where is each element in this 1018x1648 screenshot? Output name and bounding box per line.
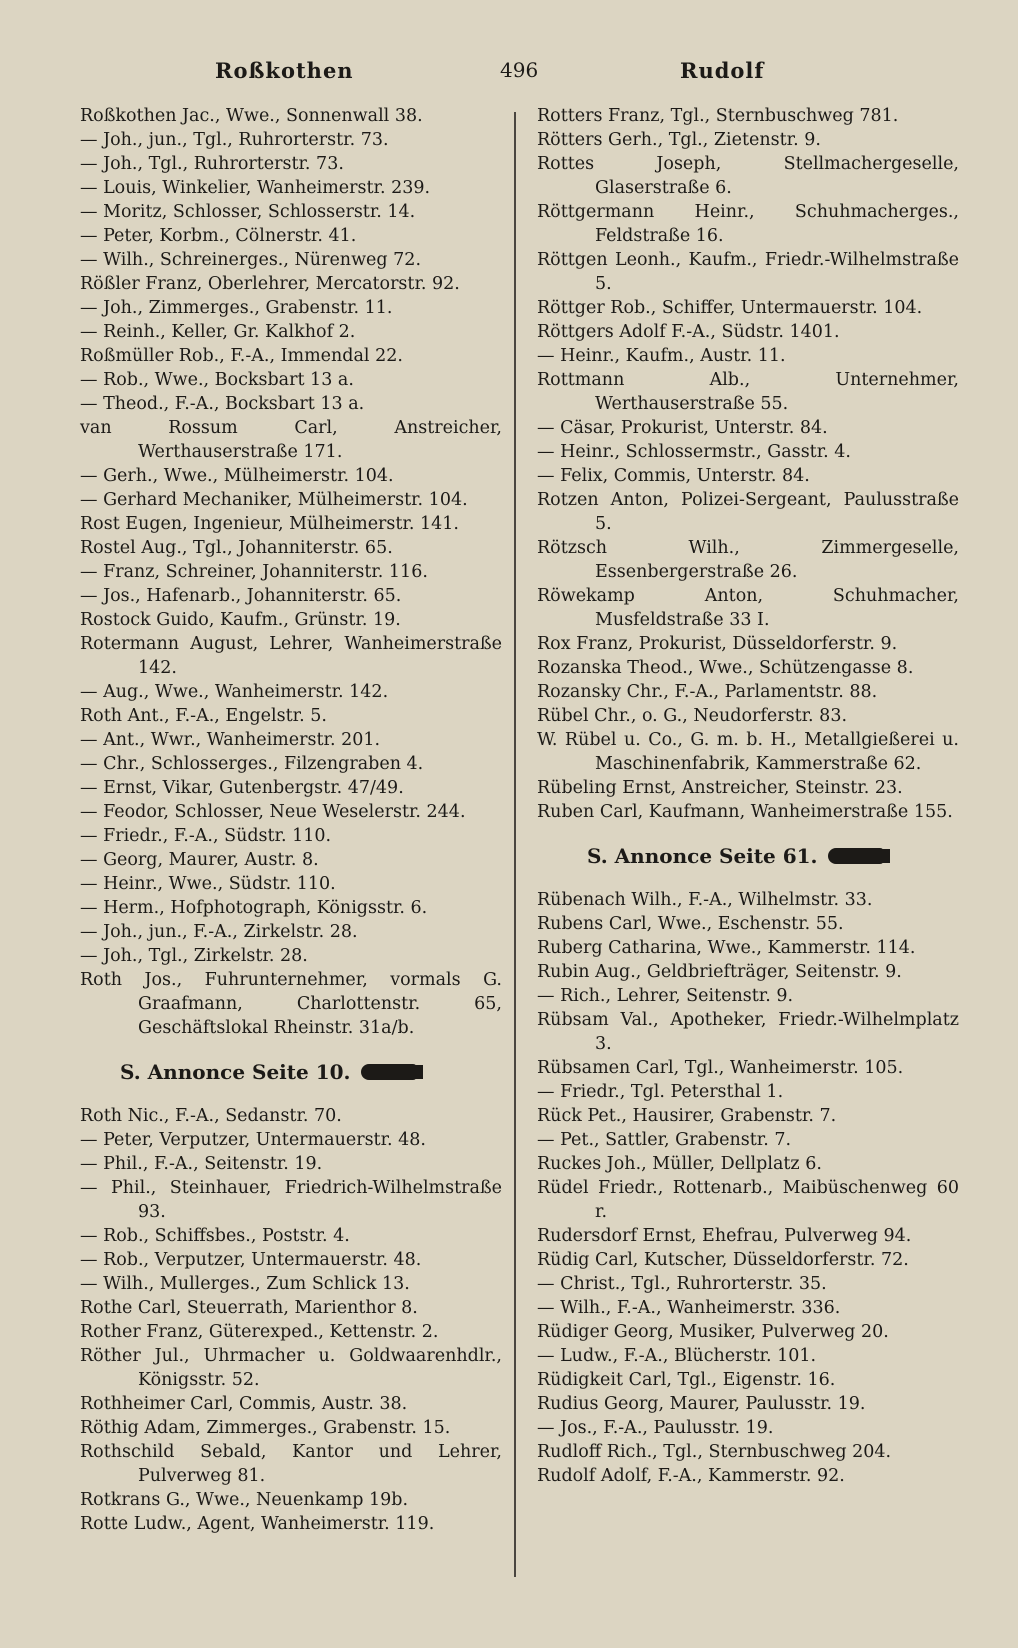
directory-entry: Röttgen Leonh., Kaufm., Friedr.-Wilhelmstraße 5.	[537, 250, 959, 294]
directory-entry: Rotkrans G., Wwe., Neuenkamp 19b.	[80, 1490, 409, 1510]
directory-entry: — Phil., Steinhauer, Friedrich-Wilhelmstraße 93.	[80, 1178, 502, 1222]
directory-entry: Rotzen Anton, Polizei-Sergeant, Paulusstraße 5.	[537, 490, 959, 534]
directory-entry: Rotermann August, Lehrer, Wanheimerstraße 142.	[80, 634, 502, 678]
directory-entry: Rübenach Wilh., F.-A., Wilhelmstr. 33.	[537, 890, 873, 910]
directory-entry: Rüdig Carl, Kutscher, Düsseldorferstr. 72.	[537, 1250, 909, 1270]
directory-entry: Rudolf Adolf, F.-A., Kammerstr. 92.	[537, 1466, 845, 1486]
directory-entry: — Franz, Schreiner, Johanniterstr. 116.	[80, 562, 428, 582]
directory-entry: Rotters Franz, Tgl., Sternbuschweg 781.	[537, 106, 899, 126]
directory-entry: — Joh., jun., F.-A., Zirkelstr. 28.	[80, 922, 358, 942]
directory-entry: Rottes Joseph, Stellmachergeselle, Glaserstraße 6.	[537, 154, 959, 198]
directory-entry: Rothheimer Carl, Commis, Austr. 38.	[80, 1394, 408, 1414]
directory-entry: Rotte Ludw., Agent, Wanheimerstr. 119.	[80, 1514, 435, 1534]
directory-entry: — Felix, Commis, Unterstr. 84.	[537, 466, 810, 486]
directory-entry: — Christ., Tgl., Ruhrorterstr. 35.	[537, 1274, 827, 1294]
directory-entry: — Feodor, Schlosser, Neue Weselerstr. 244.	[80, 802, 466, 822]
directory-entry: Rück Pet., Hausirer, Grabenstr. 7.	[537, 1106, 837, 1126]
directory-entry: Rothschild Sebald, Kantor und Lehrer, Pulverweg 81.	[80, 1442, 502, 1486]
directory-entry: W. Rübel u. Co., G. m. b. H., Metallgießerei u. Maschinenfabrik, Kammerstraße 62.	[537, 730, 959, 774]
directory-entry: — Rob., Schiffsbes., Poststr. 4.	[80, 1226, 350, 1246]
directory-entry: Rubens Carl, Wwe., Eschenstr. 55.	[537, 914, 844, 934]
directory-entry: Rudius Georg, Maurer, Paulusstr. 19.	[537, 1394, 866, 1414]
directory-entry: Röttgermann Heinr., Schuhmacherges., Feldstraße 16.	[537, 202, 959, 246]
directory-entry: Rox Franz, Prokurist, Düsseldorferstr. 9.	[537, 634, 898, 654]
directory-entry: — Herm., Hofphotograph, Königsstr. 6.	[80, 898, 428, 918]
annonce-label: S. Annonce Seite 10.	[120, 1060, 351, 1084]
directory-entry: — Joh., jun., Tgl., Ruhrorterstr. 73.	[80, 130, 389, 150]
directory-entry: — Jos., F.-A., Paulusstr. 19.	[537, 1418, 774, 1438]
directory-entry: — Theod., F.-A., Bocksbart 13 a.	[80, 394, 365, 414]
right-annonce	[587, 840, 959, 872]
directory-entry: Rübeling Ernst, Anstreicher, Steinstr. 23.	[537, 778, 903, 798]
directory-entry: Ruckes Joh., Müller, Dellplatz 6.	[537, 1154, 822, 1174]
column-divider	[514, 112, 516, 1577]
directory-entry: Rüdiger Georg, Musiker, Pulverweg 20.	[537, 1322, 889, 1342]
directory-entry: — Heinr., Schlossermstr., Gasstr. 4.	[537, 442, 851, 462]
directory-entry: — Heinr., Kaufm., Austr. 11.	[537, 346, 786, 366]
directory-entry: Rostel Aug., Tgl., Johanniterstr. 65.	[80, 538, 393, 558]
directory-entry: Rozansky Chr., F.-A., Parlamentstr. 88.	[537, 682, 878, 702]
header-left-keyword: Roßkothen	[215, 58, 354, 83]
right-column	[537, 104, 959, 1488]
directory-entry: — Peter, Korbm., Cölnerstr. 41.	[80, 226, 357, 246]
right-entries-bottom	[537, 888, 959, 1488]
page-header	[70, 58, 962, 90]
directory-entry: — Cäsar, Prokurist, Unterstr. 84.	[537, 418, 828, 438]
left-column	[80, 104, 502, 1536]
directory-entry: — Peter, Verputzer, Untermauerstr. 48.	[80, 1130, 426, 1150]
directory-entry: Rostock Guido, Kaufm., Grünstr. 19.	[80, 610, 401, 630]
directory-entry: — Pet., Sattler, Grabenstr. 7.	[537, 1130, 792, 1150]
header-right-keyword: Rudolf	[680, 58, 765, 83]
pointing-hand-icon	[828, 848, 884, 864]
directory-entry: — Friedr., F.-A., Südstr. 110.	[80, 826, 332, 846]
directory-entry: — Jos., Hafenarb., Johanniterstr. 65.	[80, 586, 402, 606]
directory-entry: Röttger Rob., Schiffer, Untermauerstr. 104.	[537, 298, 923, 318]
directory-entry: Rubin Aug., Geldbriefträger, Seitenstr. 9.	[537, 962, 902, 982]
directory-entry: — Georg, Maurer, Austr. 8.	[80, 850, 319, 870]
directory-entry: Röthig Adam, Zimmerges., Grabenstr. 15.	[80, 1418, 451, 1438]
directory-entry: Rüdigkeit Carl, Tgl., Eigenstr. 16.	[537, 1370, 836, 1390]
directory-entry: — Rich., Lehrer, Seitenstr. 9.	[537, 986, 794, 1006]
directory-entry: Rötters Gerh., Tgl., Zietenstr. 9.	[537, 130, 821, 150]
directory-entry: Rübel Chr., o. G., Neudorferstr. 83.	[537, 706, 848, 726]
directory-entry: — Chr., Schlosserges., Filzengraben 4.	[80, 754, 424, 774]
left-entries-bottom	[80, 1104, 502, 1536]
directory-entry: Rötzsch Wilh., Zimmergeselle, Essenbergerstraße 26.	[537, 538, 959, 582]
directory-entry: — Gerhard Mechaniker, Mülheimerstr. 104.	[80, 490, 468, 510]
directory-entry: — Friedr., Tgl. Petersthal 1.	[537, 1082, 784, 1102]
directory-entry: Roßkothen Jac., Wwe., Sonnenwall 38.	[80, 106, 423, 126]
directory-entry: Rüdel Friedr., Rottenarb., Maibüschenweg 60 r.	[537, 1178, 959, 1222]
directory-entry: — Gerh., Wwe., Mülheimerstr. 104.	[80, 466, 394, 486]
directory-entry: — Joh., Tgl., Ruhrorterstr. 73.	[80, 154, 344, 174]
left-annonce	[120, 1056, 502, 1088]
directory-entry: Rudersdorf Ernst, Ehefrau, Pulverweg 94.	[537, 1226, 912, 1246]
directory-entry: — Aug., Wwe., Wanheimerstr. 142.	[80, 682, 389, 702]
directory-entry: — Wilh., Mullerges., Zum Schlick 13.	[80, 1274, 410, 1294]
directory-entry: Röttgers Adolf F.-A., Südstr. 1401.	[537, 322, 840, 342]
directory-entry: Rozanska Theod., Wwe., Schützengasse 8.	[537, 658, 914, 678]
directory-entry: Rößler Franz, Oberlehrer, Mercatorstr. 92.	[80, 274, 460, 294]
directory-entry: — Joh., Tgl., Zirkelstr. 28.	[80, 946, 308, 966]
directory-entry: — Heinr., Wwe., Südstr. 110.	[80, 874, 336, 894]
directory-entry: Rübsamen Carl, Tgl., Wanheimerstr. 105.	[537, 1058, 904, 1078]
directory-entry: Rottmann Alb., Unternehmer, Werthauserstraße 55.	[537, 370, 959, 414]
directory-entry: — Ant., Wwr., Wanheimerstr. 201.	[80, 730, 381, 750]
directory-entry: — Ludw., F.-A., Blücherstr. 101.	[537, 1346, 817, 1366]
directory-entry: Roßmüller Rob., F.-A., Immendal 22.	[80, 346, 403, 366]
annonce-label: S. Annonce Seite 61.	[587, 844, 818, 868]
directory-entry: — Joh., Zimmerges., Grabenstr. 11.	[80, 298, 393, 318]
directory-entry: — Wilh., Schreinerges., Nürenweg 72.	[80, 250, 422, 270]
directory-entry: Roth Jos., Fuhrunternehmer, vormals G. Graafmann, Charlottenstr. 65, Geschäftslokal Rheinstr. 31a/b.	[80, 970, 502, 1038]
directory-entry: Röther Jul., Uhrmacher u. Goldwaarenhdlr., Königsstr. 52.	[80, 1346, 502, 1390]
directory-entry: — Wilh., F.-A., Wanheimerstr. 336.	[537, 1298, 841, 1318]
directory-entry: Rudloff Rich., Tgl., Sternbuschweg 204.	[537, 1442, 892, 1462]
directory-entry: Rost Eugen, Ingenieur, Mülheimerstr. 141.	[80, 514, 459, 534]
directory-entry: Roth Nic., F.-A., Sedanstr. 70.	[80, 1106, 342, 1126]
directory-entry: Roth Ant., F.-A., Engelstr. 5.	[80, 706, 327, 726]
directory-entry: — Reinh., Keller, Gr. Kalkhof 2.	[80, 322, 356, 342]
directory-entry: — Moritz, Schlosser, Schlosserstr. 14.	[80, 202, 416, 222]
directory-entry: — Rob., Wwe., Bocksbart 13 a.	[80, 370, 354, 390]
directory-entry: — Rob., Verputzer, Untermauerstr. 48.	[80, 1250, 422, 1270]
directory-entry: Röwekamp Anton, Schuhmacher, Musfeldstraße 33 I.	[537, 586, 959, 630]
directory-entry: van Rossum Carl, Anstreicher, Werthauserstraße 171.	[80, 418, 502, 462]
directory-entry: Ruberg Catharina, Wwe., Kammerstr. 114.	[537, 938, 916, 958]
directory-entry: Ruben Carl, Kaufmann, Wanheimerstraße 155.	[537, 802, 953, 822]
directory-entry: Rothe Carl, Steuerrath, Marienthor 8.	[80, 1298, 418, 1318]
pointing-hand-icon	[361, 1064, 417, 1080]
page-number: 496	[500, 58, 539, 82]
directory-entry: — Phil., F.-A., Seitenstr. 19.	[80, 1154, 323, 1174]
directory-entry: Rother Franz, Güterexped., Kettenstr. 2.	[80, 1322, 439, 1342]
right-entries-top	[537, 104, 959, 824]
directory-entry: — Ernst, Vikar, Gutenbergstr. 47/49.	[80, 778, 404, 798]
directory-entry: Rübsam Val., Apotheker, Friedr.-Wilhelmplatz 3.	[537, 1010, 959, 1054]
directory-entry: — Louis, Winkelier, Wanheimerstr. 239.	[80, 178, 431, 198]
left-entries-top	[80, 104, 502, 1040]
